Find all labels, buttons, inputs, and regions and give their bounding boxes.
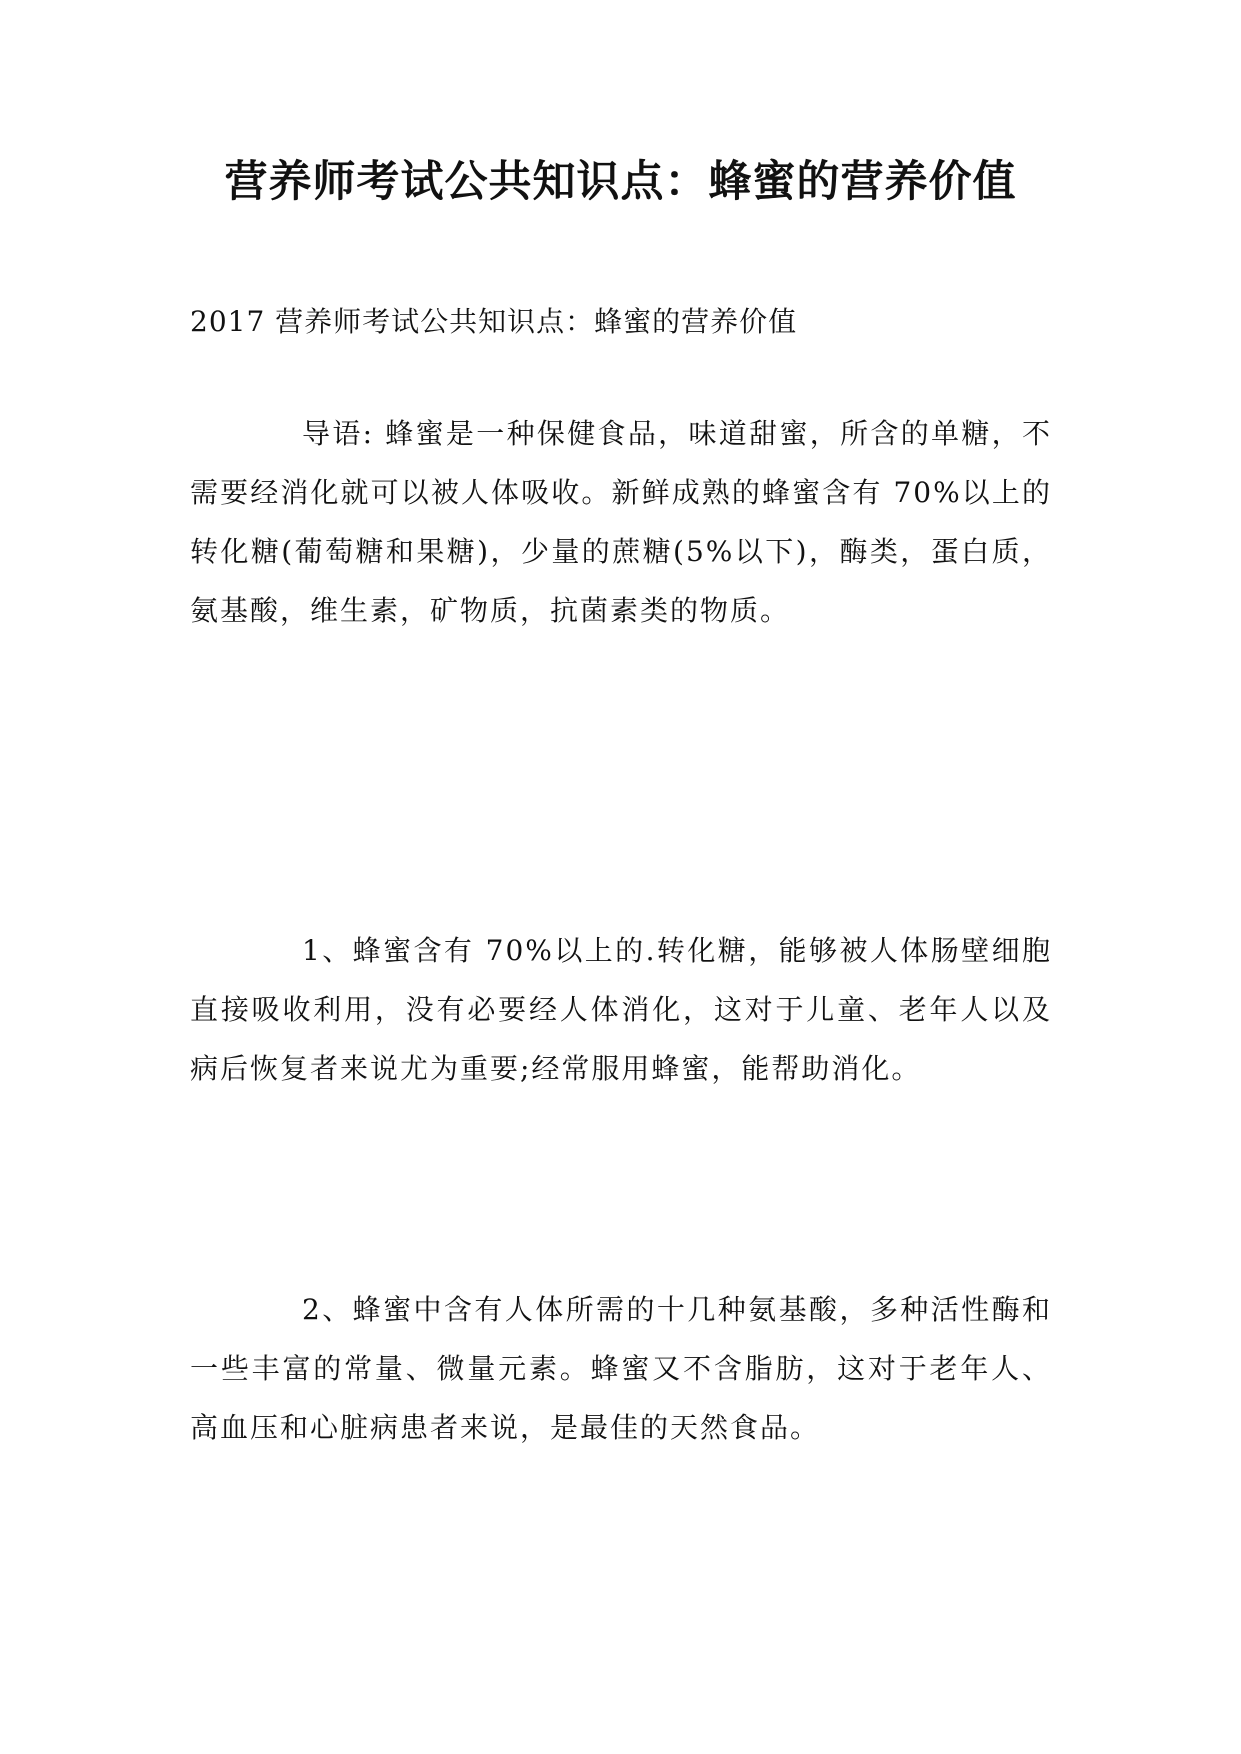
document-subtitle: 2017 营养师考试公共知识点：蜂蜜的营养价值 [190,305,798,338]
point-1-paragraph: 1、蜂蜜含有 70%以上的.转化糖，能够被人体肠壁细胞直接吸收利用，没有必要经人体消化，这对于儿童、老年人以及病后恢复者来说尤为重要;经常服用蜂蜜，能帮助消化。 [190,934,1052,1085]
intro-paragraph: 导语: 蜂蜜是一种保健食品，味道甜蜜，所含的单糖，不需要经消化就可以被人体吸收。新鲜成熟的蜂蜜含有 70%以上的转化糖(葡萄糖和果糖)，少量的蔗糖(5%以下)，酶类，蛋白质，氨基酸，维生素，矿物质，抗菌素类的物质。 [190,417,1052,627]
point-2-paragraph: 2、蜂蜜中含有人体所需的十几种氨基酸，多种活性酶和一些丰富的常量、微量元素。蜂蜜又不含脂肪，这对于老年人、高血压和心脏病患者来说，是最佳的天然食品。 [190,1293,1052,1444]
page-title: 营养师考试公共知识点：蜂蜜的营养价值 [224,157,1017,207]
